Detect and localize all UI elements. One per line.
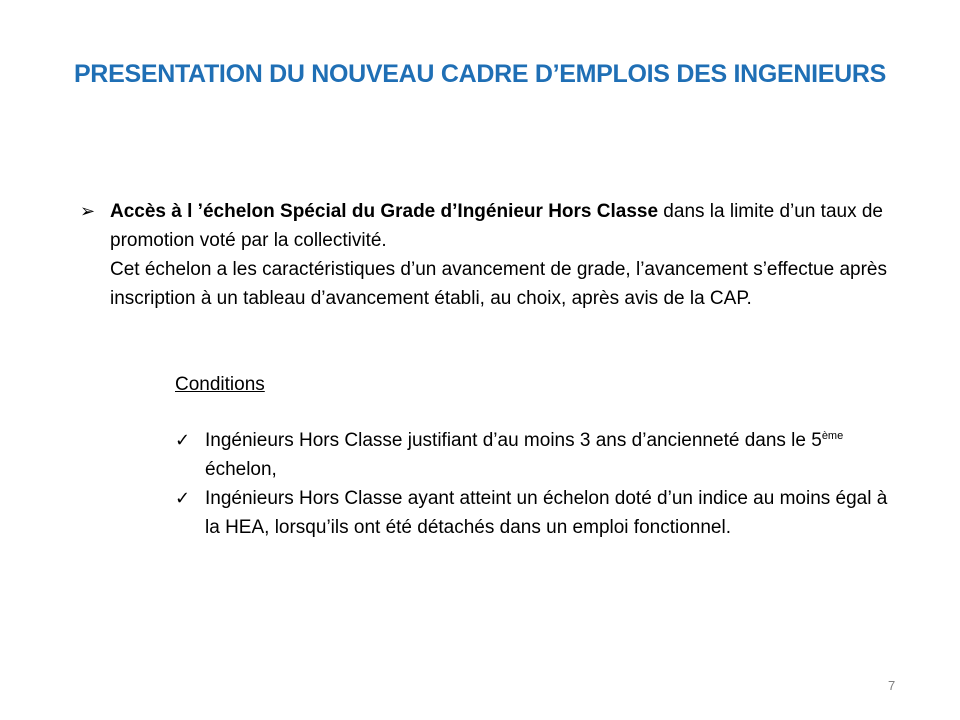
page-number: 7 [888,678,896,693]
condition-superscript: ème [821,430,844,442]
main-bullet-text [110,197,900,313]
main-bullet-rest-text: dans la limite d’un taux de promotion voté par la collectivité. [110,201,883,251]
slide-title: PRESENTATION DU NOUVEAU CADRE D’EMPLOIS DES INGENIEURS [73,60,887,88]
condition-text: Ingénieurs Hors Classe justifiant d’au moins 3 ans d’ancienneté dans le 5 [205,430,822,451]
main-bullet-continuation: Cet échelon a les caractéristiques d’un avancement de grade, l’avancement s’effectue après inscription à un tableau d’avancement établi, au choix, après avis de la CAP. [110,259,887,309]
condition-text-after: échelon, [205,459,277,480]
main-bullet-bold-text: Accès à l ’échelon Spécial du Grade d’Ingénieur Hors Classe [110,201,659,222]
main-bullet [80,197,900,313]
condition-text: Ingénieurs Hors Classe ayant atteint un échelon doté d’un indice au moins égal à la HEA, lorsqu’ils ont été détachés dans un emploi fonctionnel. [205,488,888,538]
checkmark-icon: ✓ [175,488,191,508]
arrow-bullet-icon: ➢ [80,201,96,221]
conditions-heading: Conditions [175,374,265,395]
conditions-list [175,426,895,542]
checkmark-icon: ✓ [175,430,191,450]
condition-item [175,426,895,484]
condition-item [175,484,895,542]
